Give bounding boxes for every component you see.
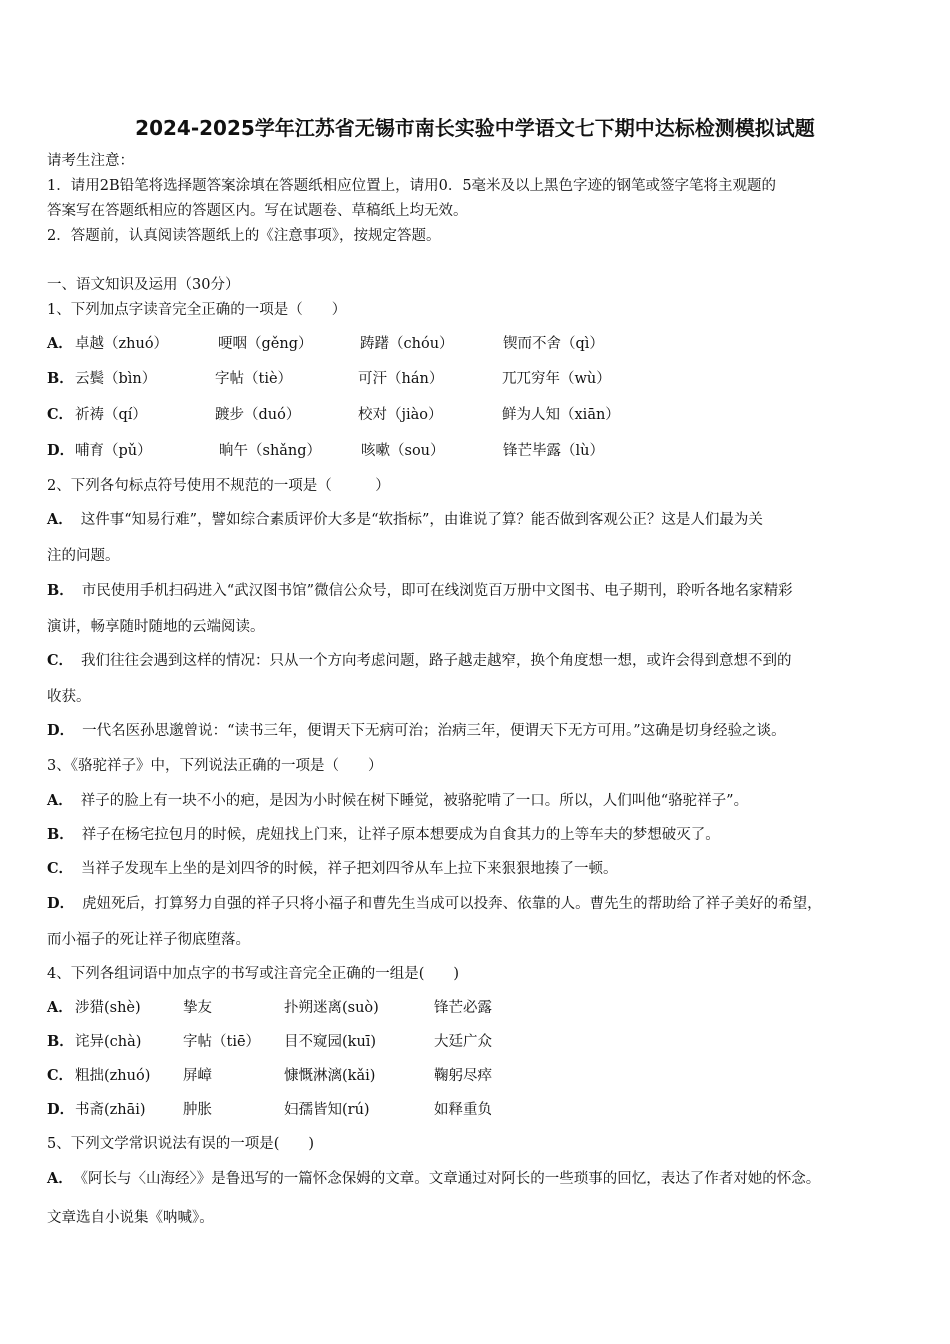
option-text: 祥子的脸上有一块不小的疤，是因为小时候在树下睡觉，被骆驼啃了一口。所以，人们叫他“骆驼祥子”。 — [80, 793, 749, 809]
option-label: B． — [47, 1033, 74, 1050]
option-item: 卓越（zhuó） — [75, 336, 169, 352]
option-item: 祈祷（qí） — [75, 407, 147, 423]
option-item: 字帖（tiè） — [215, 371, 293, 387]
notice-line: 答案写在答题纸相应的答题区内。写在试题卷、草稿纸上均无效。 — [47, 203, 468, 219]
option-item: 目不窥园(kuī) — [284, 1034, 377, 1050]
option-item: 如释重负 — [434, 1102, 492, 1118]
option-label: D． — [47, 722, 75, 739]
option-item: 踱步（duó） — [215, 407, 301, 423]
option-text: 当祥子发现车上坐的是刘四爷的时候，祥子把刘四爷从车上拉下来狠狠地揍了一顿。 — [81, 861, 618, 877]
option-item: 晌午（shǎng） — [219, 443, 322, 459]
question-stem: 1、下列加点字读音完全正确的一项是（ ） — [47, 302, 347, 318]
option-item: 踌躇（chóu） — [360, 336, 454, 352]
option-label: D． — [47, 1101, 75, 1118]
option-item: 校对（jiào） — [358, 407, 443, 423]
option-item: 妇孺皆知(rú) — [284, 1102, 370, 1118]
option-label: C． — [47, 860, 74, 877]
option-item: 哽咽（gěng） — [218, 336, 313, 352]
option-item: 鞠躬尽瘁 — [434, 1068, 492, 1084]
section-heading: 一、语文知识及运用（30分） — [47, 277, 240, 293]
option-item: 肿胀 — [183, 1102, 212, 1118]
notice-heading: 请考生注意： — [47, 153, 134, 169]
option-label: A． — [47, 335, 73, 352]
option-item: 涉猎(shè) — [75, 1000, 141, 1016]
option-label: C． — [47, 1067, 74, 1084]
question-stem: 5、下列文学常识说法有误的一项是( ) — [47, 1136, 315, 1152]
option-text: 虎妞死后，打算努力自强的祥子只将小福子和曹先生当成可以投奔、依靠的人。曹先生的帮助给了祥子美好的希望， — [82, 896, 822, 912]
option-item: 锲而不舍（qì） — [503, 336, 604, 352]
option-item: 诧异(chà) — [75, 1034, 142, 1050]
option-item: 慷慨淋漓(kǎi) — [284, 1068, 376, 1084]
option-item: 锋芒必露 — [434, 1000, 492, 1016]
option-item: 哺育（pǔ） — [75, 443, 152, 459]
option-text: 文章选自小说集《呐喊》。 — [47, 1210, 214, 1226]
option-text: 市民使用手机扫码进入“武汉图书馆”微信公众号，即可在线浏览百万册中文图书、电子期刊，聆听各地名家精彩 — [81, 583, 793, 599]
option-label: B． — [47, 582, 74, 599]
option-text: 这件事“知易行难”，譬如综合素质评价大多是“软指标”，由谁说了算？能否做到客观公正？这是人们最为关 — [80, 512, 763, 528]
option-label: B． — [47, 826, 74, 843]
option-item: 兀兀穷年（wù） — [502, 371, 611, 387]
option-item: 云鬓（bìn） — [75, 371, 157, 387]
notice-line: 1．请用2B铅笔将选择题答案涂填在答题纸相应位置上，请用0．5毫米及以上黑色字迹的钢笔或签字笔将主观题的 — [47, 178, 777, 194]
option-label: C． — [47, 406, 74, 423]
option-item: 粗拙(zhuó) — [75, 1068, 151, 1084]
option-item: 锋芒毕露（lù） — [503, 443, 604, 459]
option-item: 鲜为人知（xiān） — [502, 407, 620, 423]
question-stem: 2、下列各句标点符号使用不规范的一项是（ ） — [47, 478, 390, 494]
option-item: 字帖（tiē） — [183, 1034, 261, 1050]
option-item: 大廷广众 — [434, 1034, 492, 1050]
option-label: A． — [47, 511, 73, 528]
option-label: B． — [47, 370, 74, 387]
option-label: A． — [47, 1170, 73, 1187]
option-label: C． — [47, 652, 74, 669]
question-stem: 3、《骆驼祥子》中，下列说法正确的一项是（ ） — [47, 758, 383, 774]
option-text: 祥子在杨宅拉包月的时候，虎妞找上门来，让祥子原本想要成为自食其力的上等车夫的梦想破灭了。 — [81, 827, 720, 843]
option-item: 扑朔迷离(suò) — [284, 1000, 379, 1016]
option-text: 注的问题。 — [47, 548, 120, 564]
option-text: 演讲，畅享随时随地的云端阅读。 — [47, 619, 265, 635]
option-text: 《阿长与〈山海经〉》是鲁迅写的一篇怀念保姆的文章。文章通过对阿长的一些琐事的回忆，表达了作者对她的怀念。 — [80, 1171, 821, 1187]
option-text: 一代名医孙思邈曾说：“读书三年，便谓天下无病可治；治病三年，便谓天下无方可用。”这确是切身经验之谈。 — [82, 723, 786, 739]
option-text: 我们往往会遇到这样的情况：只从一个方向考虑问题，路子越走越窄，换个角度想一想，或许会得到意想不到的 — [81, 653, 792, 669]
option-text: 收获。 — [47, 689, 91, 705]
option-label: D． — [47, 895, 75, 912]
option-label: A． — [47, 792, 73, 809]
option-item: 屏嶂 — [183, 1068, 212, 1084]
option-item: 咳嗽（sou） — [361, 443, 445, 459]
option-text: 而小福子的死让祥子彻底堕落。 — [47, 932, 250, 948]
notice-line: 2．答题前，认真阅读答题纸上的《注意事项》，按规定答题。 — [47, 228, 441, 244]
option-item: 挚友 — [183, 1000, 212, 1016]
page-title: 2024-2025学年江苏省无锡市南长实验中学语文七下期中达标检测模拟试题 — [135, 116, 815, 140]
option-item: 可汗（hán） — [358, 371, 444, 387]
option-label: D． — [47, 442, 75, 459]
question-stem: 4、下列各组词语中加点字的书写或注音完全正确的一组是( ) — [47, 966, 460, 982]
option-label: A． — [47, 999, 73, 1016]
option-item: 书斋(zhāi) — [75, 1102, 146, 1118]
